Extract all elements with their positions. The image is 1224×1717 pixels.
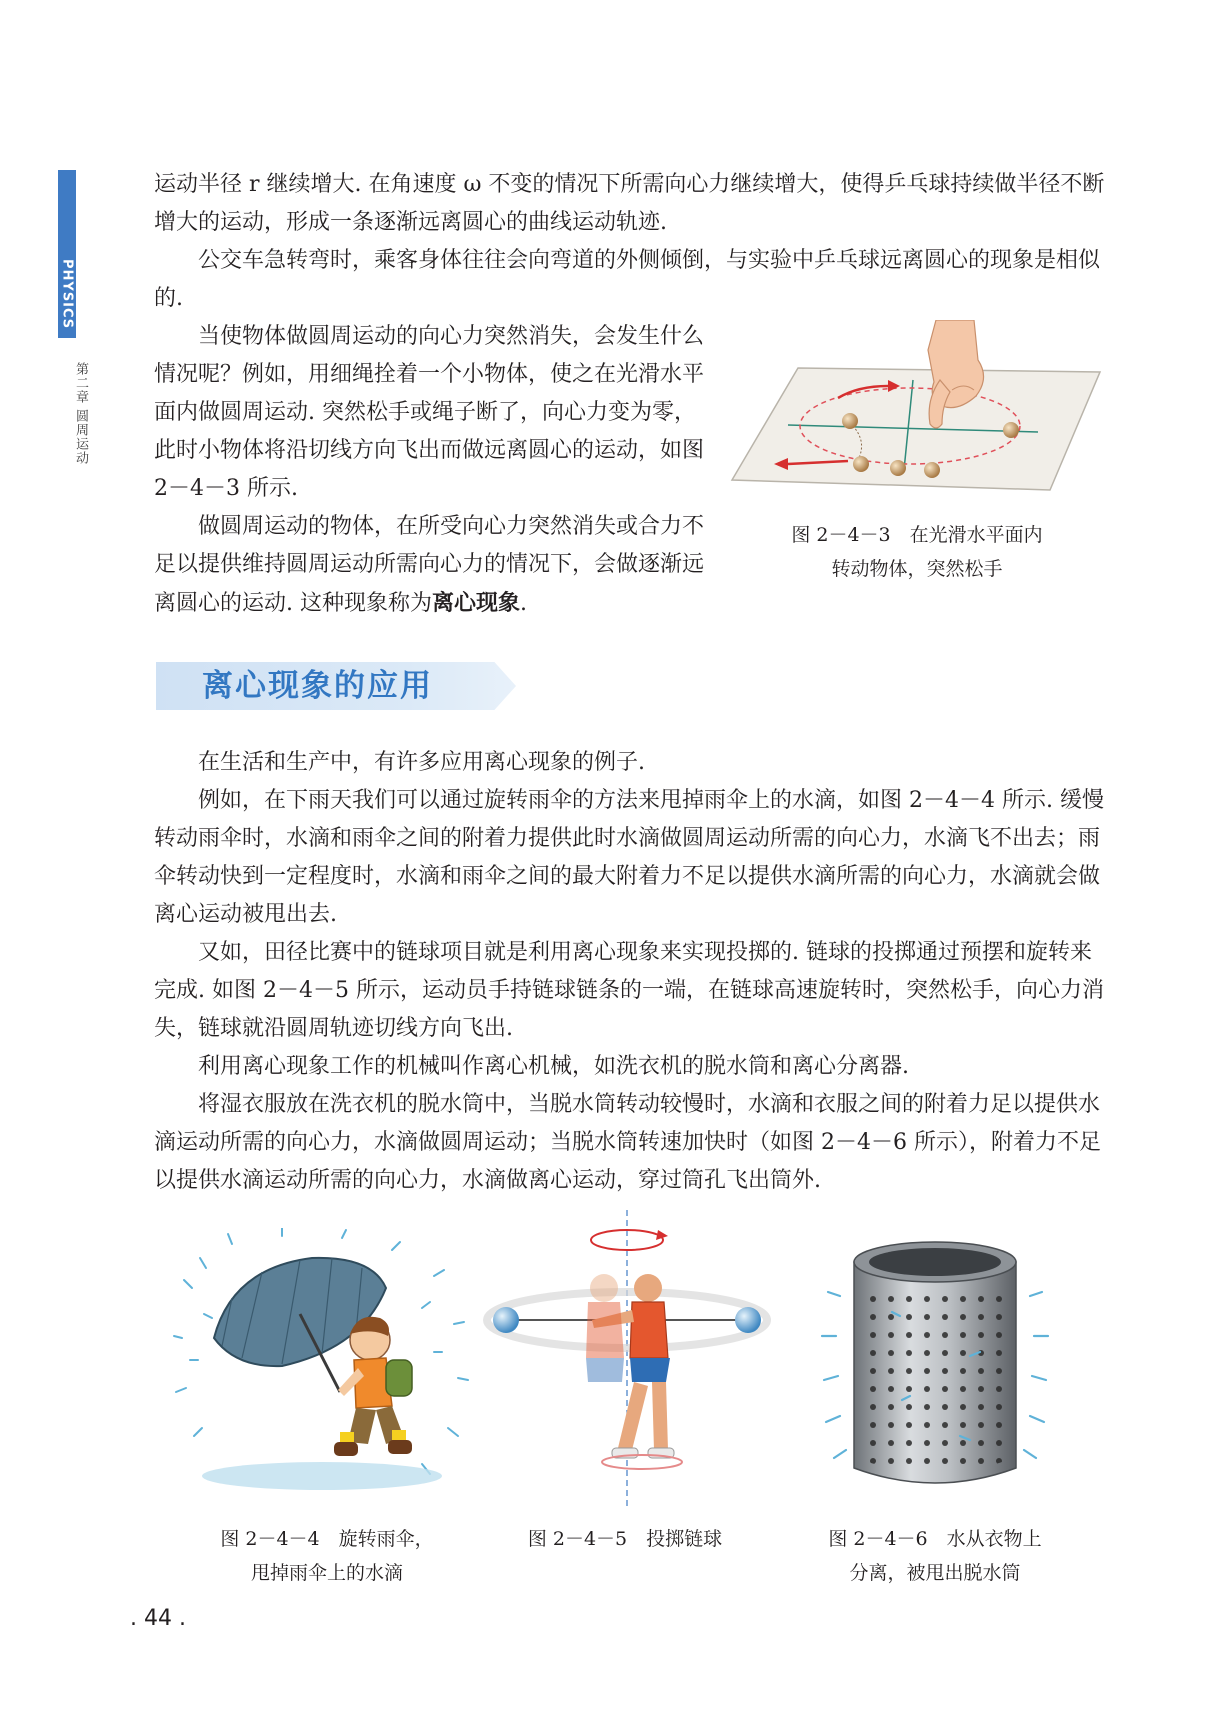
ball [890,460,906,476]
figure-2-4-5-hammer-throw-illustration [482,1210,772,1510]
top-text-block [154,166,1106,318]
brand-text: PHYSICS [59,258,75,330]
chapter-label: 第二章 圆周运动 [73,362,88,466]
figure-2-4-3-plane-illustration [728,320,1108,500]
section-text-block [154,744,1106,1200]
ball [853,456,869,472]
paragraph: 在生活和生产中，有许多应用离心现象的例子. [198,750,645,775]
paragraph: 例如，在下雨天我们可以通过旋转雨伞的方法来甩掉雨伞上的水滴，如图 2－4－4 所示. 缓慢转动雨伞时，水滴和雨伞之间的附着力提供此时水滴做圆周运动所需的向心力，水滴飞不出去；雨伞转动快到一定程度时，水滴和雨伞之间的最大附着力不足以提供水滴所需的向心力，水滴就会做离心运动被甩出去. [154,788,1104,927]
key-term: 离心现象 [432,590,521,616]
paragraph: 做圆周运动的物体，在所受向心力突然消失或合力不足以提供维持圆周运动所需向心力的情况下，会做逐渐远离圆心的运动. 这种现象称为离心现象. [154,514,705,616]
drum-holes [862,1292,1008,1473]
section-title: 离心现象的应用 [202,668,433,704]
page-number: . 44 . [130,1606,186,1631]
paragraph: 当使物体做圆周运动的向心力突然消失，会发生什么情况呢？例如，用细绳拴着一个小物体，使之在光滑水平面内做圆周运动. 突然松手或绳子断了，向心力变为零，此时小物体将沿切线方向飞出而做远离圆心的运动，如图 2－4－3 所示. [154,324,705,501]
drum-opening [869,1248,1001,1276]
paragraph: 又如，田径比赛中的链球项目就是利用离心现象来实现投掷的. 链球的投掷通过预摆和旋转来完成. 如图 2－4－5 所示，运动员手持链球链条的一端，在链球高速旋转时，突然松手，向心力消失，链球就沿圆周轨迹切线方向飞出. [154,940,1104,1041]
hammer-ball [735,1307,761,1333]
hammer-ball [493,1307,519,1333]
figure-2-4-3-caption: 图 2－4－3 在光滑水平面内 转动物体，突然松手 [791,524,1043,580]
paragraph: 将湿衣服放在洗衣机的脱水筒中，当脱水筒转动较慢时，水滴和衣服之间的附着力足以提供水滴运动所需的向心力，水滴做圆周运动；当脱水筒转速加快时（如图 2－4－6 所示），附着力不足以提供水滴运动所需的向心力，水滴做离心运动，穿过筒孔飞出筒外. [154,1092,1101,1193]
figure-2-4-6-caption: 图 2－4－6 水从衣物上 分离，被甩出脱水筒 [828,1528,1042,1584]
figure-2-4-4-umbrella-illustration [172,1228,472,1496]
ball [924,462,940,478]
ball [1003,422,1019,438]
figure-2-4-6-spin-drum-illustration [810,1236,1060,1506]
narrow-text-block [154,318,704,623]
puddle [202,1462,442,1490]
paragraph: 公交车急转弯时，乘客身体往往会向弯道的外侧倾倒，与实验中乒乓球远离圆心的现象是相似的. [154,248,1101,311]
motion-ring [602,1455,682,1469]
paragraph: 利用离心现象工作的机械叫作离心机械，如洗衣机的脱水筒和离心分离器. [198,1054,909,1079]
side-brand-label [58,252,76,336]
paragraph: 运动半径 r 继续增大. 在角速度 ω 不变的情况下所需向心力继续增大，使得乒乓球持续做半径不断增大的运动，形成一条逐渐远离圆心的曲线运动轨迹. [154,172,1105,235]
figure-2-4-5-caption: 图 2－4－5 投掷链球 [527,1528,723,1550]
ball [842,413,858,429]
figure-2-4-4-caption: 图 2－4－4 旋转雨伞， 甩掉雨伞上的水滴 [220,1528,434,1584]
